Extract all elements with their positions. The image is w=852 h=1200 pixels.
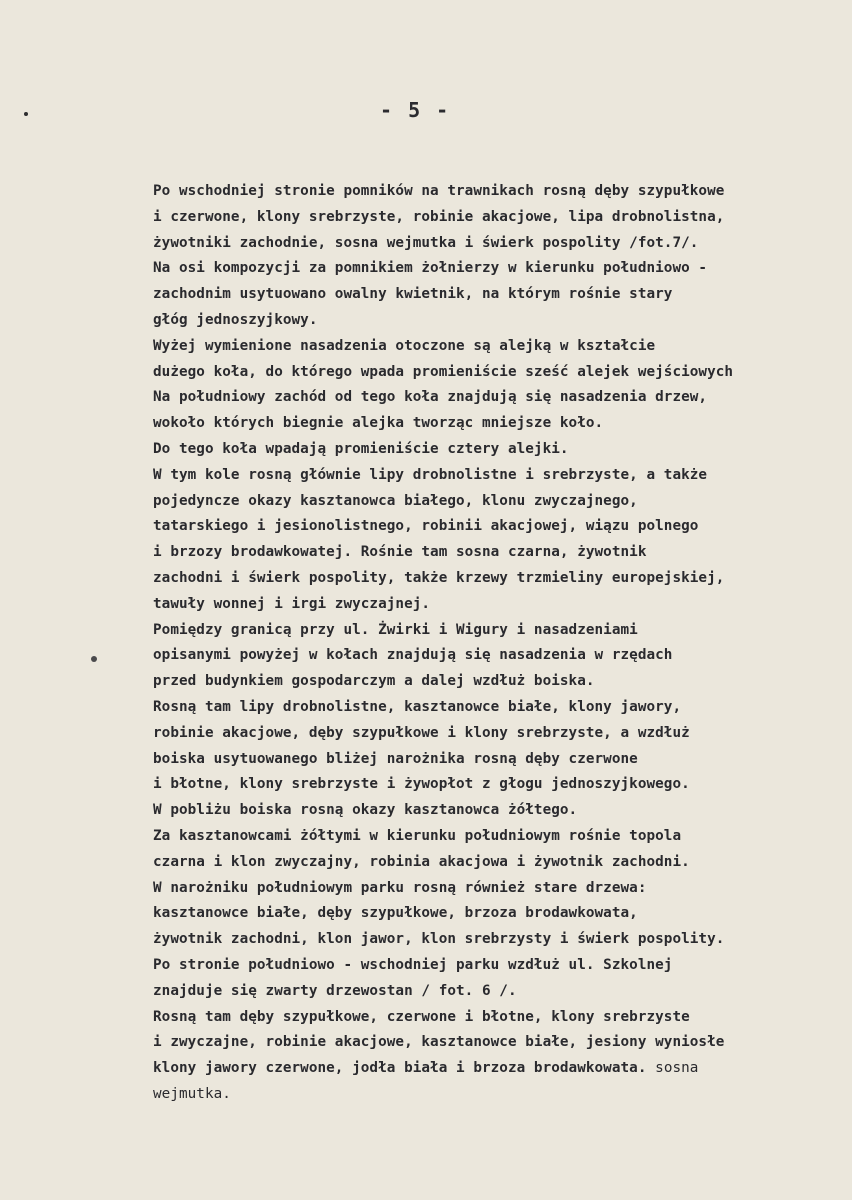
final-line: wejmutka.: [153, 1085, 231, 1102]
text-line: tawuły wonnej i irgi zwyczajnej.: [153, 595, 431, 612]
text-line: Rosną tam lipy drobnolistne, kasztanowce białe, klony jawory,: [153, 698, 682, 715]
punch-hole-mark: [91, 656, 97, 662]
text-line: i czerwone, klony srebrzyste, robinie akacjowe, lipa drobnolistna,: [153, 208, 725, 225]
text-line: W narożniku południowym parku rosną również stare drzewa:: [153, 879, 647, 896]
text-line: Po wschodniej stronie pomników na trawnikach rosną dęby szypułkowe: [153, 183, 725, 199]
text-line: boiska usytuowanego bliżej narożnika rosną dęby czerwone: [153, 750, 638, 767]
text-line: Do tego koła wpadają promieniście cztery alejki.: [153, 440, 569, 457]
text-line: tatarskiego i jesionolistnego, robinii akacjowej, wiązu polnego: [153, 518, 699, 535]
text-line: Pomiędzy granicą przy ul. Żwirki i Wigury i nasadzeniami: [153, 621, 638, 638]
text-line: wokoło których biegnie alejka tworząc mniejsze koło.: [153, 415, 604, 432]
text-line: czarna i klon zwyczajny, robinia akacjowa i żywotnik zachodni.: [153, 853, 690, 870]
text-line: i błotne, klony srebrzyste i żywopłot z głogu jednoszyjkowego.: [153, 776, 690, 793]
handwritten-addition: sosna: [655, 1060, 699, 1077]
text-line: dużego koła, do którego wpada promieniście sześć alejek wejściowych: [153, 363, 734, 380]
text-line: opisanymi powyżej w kołach znajdują się nasadzenia w rzędach: [153, 647, 673, 664]
ink-dot: [24, 112, 28, 116]
text-line: W tym kole rosną głównie lipy drobnolistne i srebrzyste, a także: [153, 466, 708, 483]
text-line: W pobliżu boiska rosną okazy kasztanowca żółtego.: [153, 802, 578, 819]
text-line: robinie akacjowe, dęby szypułkowe i klony srebrzyste, a wzdłuż: [153, 724, 690, 741]
text-line: zachodni i świerk pospolity, także krzewy trzmieliny europejskiej,: [153, 569, 725, 586]
text-line: znajduje się zwarty drzewostan / fot. 6 /.: [153, 982, 517, 999]
text-line: żywotniki zachodnie, sosna wejmutka i świerk pospolity /fot.7/.: [153, 234, 699, 251]
text-line: Wyżej wymienione nasadzenia otoczone są alejką w kształcie: [153, 337, 656, 354]
text-line: klony jawory czerwone, jodła biała i brzoza brodawkowata.: [153, 1060, 647, 1077]
text-line: Po stronie południowo - wschodniej parku wzdłuż ul. Szkolnej: [153, 956, 673, 973]
text-line: pojedyncze okazy kasztanowca białego, klonu zwyczajnego,: [153, 492, 638, 509]
text-line: i brzozy brodawkowatej. Rośnie tam sosna czarna, żywotnik: [153, 544, 647, 561]
text-line: przed budynkiem gospodarczym a dalej wzdłuż boiska.: [153, 673, 595, 690]
text-line: kasztanowce białe, dęby szypułkowe, brzoza brodawkowata,: [153, 905, 638, 922]
text-line: żywotnik zachodni, klon jawor, klon srebrzysty i świerk pospolity.: [153, 931, 725, 948]
text-line-with-tail: [153, 1056, 852, 1082]
text-line: Za kasztanowcami żółtymi w kierunku południowym rośnie topola: [153, 827, 682, 844]
text-line: głóg jednoszyjkowy.: [153, 311, 318, 328]
text-line: Na południowy zachód od tego koła znajdują się nasadzenia drzew,: [153, 389, 708, 406]
text-line: Na osi kompozycji za pomnikiem żołnierzy w kierunku południowo -: [153, 260, 708, 277]
text-line: i zwyczajne, robinie akacjowe, kasztanowce białe, jesiony wyniosłe: [153, 1034, 725, 1051]
body-text: [153, 179, 852, 1108]
text-line: zachodnim usytuowano owalny kwietnik, na którym rośnie stary: [153, 286, 673, 303]
page-number: - 5 -: [380, 98, 451, 122]
text-line: Rosną tam dęby szypułkowe, czerwone i błotne, klony srebrzyste: [153, 1008, 690, 1025]
